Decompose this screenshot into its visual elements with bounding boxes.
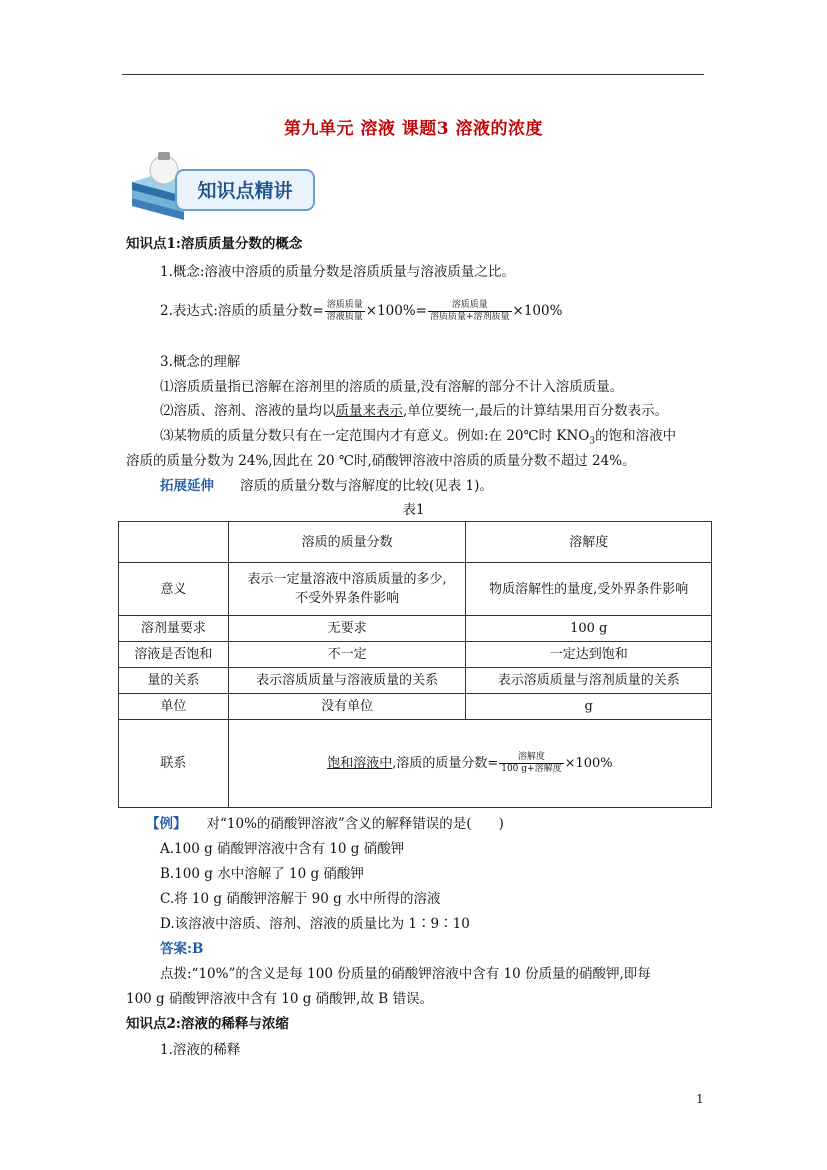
link-fraction <box>499 752 563 775</box>
fraction-1-numerator: 溶质质量 <box>326 300 363 310</box>
k2-heading: 知识点2:溶液的稀释与浓缩 <box>126 1016 289 1032</box>
table-cell-link <box>228 720 711 808</box>
extension-label: 拓展延伸 <box>160 478 214 494</box>
table-cell: 联系 <box>119 720 229 808</box>
k1-u1: ⑴溶质质量指已溶解在溶剂里的溶质的质量,没有溶解的部分不计入溶质质量。 <box>160 379 624 395</box>
table-row <box>119 694 712 720</box>
k1-u2-underlined: 质量来表示 <box>335 403 403 419</box>
k1-u3-post: 的饱和溶液中 <box>595 428 677 444</box>
k1-u3-subscript: 3 <box>589 436 596 447</box>
example-tag: 【例】 <box>146 816 187 832</box>
k1-understand-title: 3.概念的理解 <box>160 354 241 370</box>
table-cell: 没有单位 <box>228 694 466 720</box>
table-cell-line: 不受外界条件影响 <box>295 591 400 606</box>
table-cell: 无要求 <box>228 616 466 642</box>
example-answer: 答案:B <box>160 941 204 957</box>
page-title: 第九单元 溶液 课题3 溶液的浓度 <box>283 119 544 139</box>
fraction-1 <box>325 300 365 323</box>
k1-concept: 1.概念:溶液中溶质的质量分数是溶质质量与溶液质量之比。 <box>160 264 515 280</box>
table-cell: 溶剂量要求 <box>119 616 229 642</box>
example-option-d: D.该溶液中溶质、溶剂、溶液的质量比为 1∶9∶10 <box>160 916 470 932</box>
example-question <box>146 814 504 834</box>
table-cell: 表示溶质质量与溶液质量的关系 <box>228 668 466 694</box>
table-row <box>119 642 712 668</box>
table-cell: 意义 <box>119 563 229 616</box>
page-number: 1 <box>696 1092 704 1106</box>
example-option-c: C.将 10 g 硝酸钾溶解于 90 g 水中所得的溶液 <box>160 891 441 907</box>
fraction-2-numerator: 溶质质量 <box>451 300 488 310</box>
k1-extension <box>160 476 493 496</box>
comparison-table <box>118 521 712 808</box>
table-cell: g <box>466 694 712 720</box>
table-cell: 溶质的质量分数 <box>228 522 466 563</box>
table-row <box>119 668 712 694</box>
table-cell: 不一定 <box>228 642 466 668</box>
table-row <box>119 563 712 616</box>
section-badge-label: 知识点精讲 <box>197 180 293 202</box>
k1-heading: 知识点1:溶质质量分数的概念 <box>126 236 303 252</box>
fraction-1-denominator: 溶液质量 <box>326 312 363 322</box>
link-underlined: 饱和溶液中 <box>327 756 393 771</box>
formula-prefix: 2.表达式:溶质的质量分数= <box>160 303 324 319</box>
table-cell: 溶解度 <box>466 522 712 563</box>
example-question-text: 对“10%的硝酸钾溶液”含义的解释错误的是( ) <box>206 816 504 832</box>
section-badge <box>124 148 318 224</box>
header-rule <box>122 74 704 75</box>
k1-formula <box>160 296 562 326</box>
fraction-2-denominator: 溶质质量+溶剂质量 <box>429 312 510 322</box>
table-cell: 100 g <box>466 616 712 642</box>
k1-u2-pre: ⑵溶质、溶剂、溶液的量均以 <box>160 403 336 419</box>
k1-u2-post: ,单位要统一,最后的计算结果用百分数表示。 <box>403 403 669 419</box>
k1-u3-line2: 溶质的质量分数为 24%,因此在 20 ℃时,硝酸钾溶液中溶质的质量分数不超过 24%。 <box>126 453 636 469</box>
example-hint-line2: 100 g 硝酸钾溶液中含有 10 g 硝酸钾,故 B 错误。 <box>126 991 433 1007</box>
table-cell <box>228 563 466 616</box>
example-option-a: A.100 g 硝酸钾溶液中含有 10 g 硝酸钾 <box>160 841 405 857</box>
table-cell: 表示溶质质量与溶剂质量的关系 <box>466 668 712 694</box>
table-cell: 量的关系 <box>119 668 229 694</box>
k1-u3-pre: ⑶某物质的质量分数只有在一定范围内才有意义。例如:在 20℃时 KNO <box>160 428 590 444</box>
link-fraction-denominator: 100 g+溶解度 <box>501 764 562 774</box>
k1-u3-line1 <box>160 426 676 452</box>
extension-text: 溶质的质量分数与溶解度的比较(见表 1)。 <box>240 478 493 494</box>
k1-u2 <box>160 401 668 421</box>
link-fraction-numerator: 溶解度 <box>517 752 545 762</box>
table-cell: 一定达到饱和 <box>466 642 712 668</box>
formula-times-a: ×100%= <box>365 303 427 319</box>
lightbulb-icon <box>150 152 178 184</box>
link-times: ×100% <box>564 756 613 771</box>
table-cell: 溶液是否饱和 <box>119 642 229 668</box>
table-caption: 表1 <box>402 502 425 518</box>
example-hint-line1: 点拨:“10%”的含义是每 100 份质量的硝酸钾溶液中含有 10 份质量的硝酸钾,即每 <box>160 966 651 982</box>
fraction-2 <box>428 300 512 323</box>
table-row <box>119 616 712 642</box>
table-header-row <box>119 522 712 563</box>
table-cell: 单位 <box>119 694 229 720</box>
table-cell-line: 表示一定量溶液中溶质质量的多少, <box>247 572 447 587</box>
formula-times-b: ×100% <box>512 303 563 319</box>
table-cell: 物质溶解性的量度,受外界条件影响 <box>466 563 712 616</box>
example-option-b: B.100 g 水中溶解了 10 g 硝酸钾 <box>160 866 364 882</box>
table-row-link <box>119 720 712 808</box>
table-cell <box>119 522 229 563</box>
link-text: ,溶质的质量分数= <box>392 756 499 771</box>
k2-item1: 1.溶液的稀释 <box>160 1042 241 1058</box>
